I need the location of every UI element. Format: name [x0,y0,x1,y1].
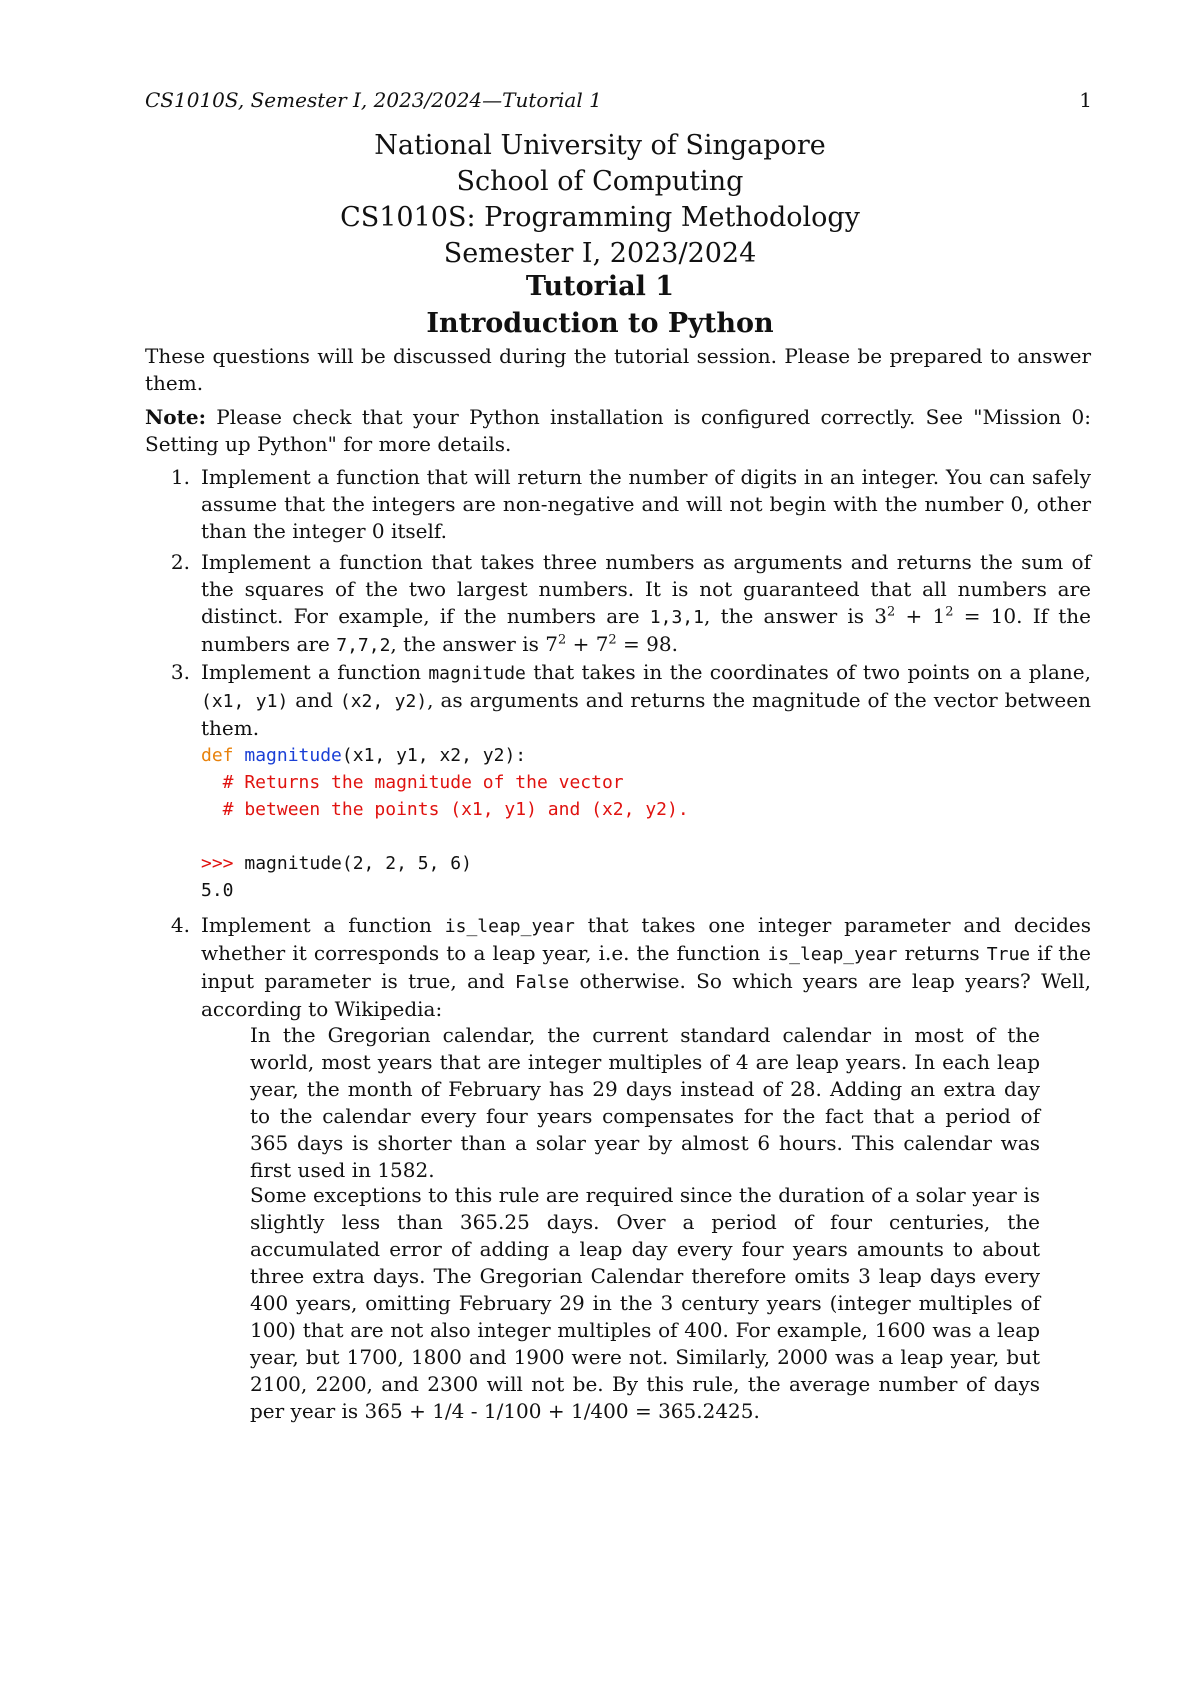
course-name: CS1010S: Programming Methodology [340,202,860,233]
code-prompt: >>> [201,853,234,874]
question-number: 1. [170,465,190,489]
example-numbers-2: 7,7,2 [336,635,391,656]
intro-paragraph: These questions will be discussed during the tutorial session. Please be prepared to answer them. [145,344,1091,395]
wikipedia-quote-1: In the Gregorian calendar, the current standard calendar in most of the world, most years that are integer multiples of 4 are leap years. In each leap year, the month of February has 29 days instead of 28. Adding an extra day to the calendar every four years compensates for the fact that a period of 365 days is shorter than a solar year by almost 6 hours. This calendar was first used in 1582. [250,1023,1040,1182]
page-number: 1 [1079,88,1092,112]
wikipedia-quote-2: Some exceptions to this rule are required since the duration of a solar year is slightly less than 365.25 days. Over a period of four centuries, the accumulated error of adding a leap day every four years amounts to about three extra days. The Gregorian Calendar therefore omits 3 leap days every 400 years, omitting February 29 in the 3 century years (integer multiples of 100) that are not also integer multiples of 400. For example, 1600 was a leap year, but 1700, 1800 and 1900 were not. Similarly, 2000 was a leap year, but 2100, 2200, and 2300 will not be. By this rule, the average number of days per year is 365 + 1/4 - 1/100 + 1/400 = 365.2425. [250,1183,1040,1423]
function-name: is_leap_year [444,916,575,937]
question-text: Implement a function magnitude that takes in the coordinates of two points on a plane, (x1, y1) and (x2, y2), as arguments and returns the magnitude of the vector between them. [201,660,1091,740]
tutorial-subtitle: Introduction to Python [426,308,774,339]
running-header [145,88,1092,116]
question-2 [145,549,1091,659]
question-text: Implement a function that takes three numbers as arguments and returns the sum of the squares of the two largest numbers. It is not guaranteed that all numbers are distinct. For example, if the numbers are 1,3,1, the answer is $3^2 + 1^2 = 10$. If the numbers are 7,7,2, the answer is $7^2 + 7^2 = 98$. [201,550,1091,656]
question-text: Implement a function is_leap_year that takes one integer parameter and decides whether it corresponds to a leap year, i.e. the function is_leap_year returns True if the input parameter is true, and False otherwise. So which years are leap years? Well, according to Wikipedia: [201,913,1091,1021]
tutorial-heading [0,268,1200,342]
title-block [0,128,1200,272]
university-name: National University of Singapore [374,130,826,161]
semester: Semester I, 2023/2024 [443,238,757,269]
question-number: 2. [170,550,190,574]
note-text: Please check that your Python installation is configured correctly. See "Mission 0: Setting up Python" for more details. [145,405,1091,456]
question-number: 3. [170,660,190,684]
code-comment: # Returns the magnitude of the vector [201,772,624,793]
code-block [201,742,689,904]
code-result: 5.0 [201,880,234,901]
tutorial-label: Tutorial 1 [525,271,675,302]
note-label: Note: [145,405,206,429]
code-keyword-def: def [201,745,234,766]
question-3 [145,659,1091,742]
code-call: magnitude(2, 2, 5, 6) [233,853,472,874]
school-name: School of Computing [456,166,744,197]
question-1 [145,464,1091,545]
code-function-name: magnitude [244,745,342,766]
header-course-title: CS1010S, Semester I, 2023/2024—Tutorial 1 [145,88,602,112]
question-number: 4. [170,913,190,937]
example-numbers-1: 1,3,1 [649,607,704,628]
code-params: (x1, y1, x2, y2): [341,745,527,766]
code-comment: # between the points (x1, y1) and (x2, y2). [201,799,689,820]
function-name: magnitude [428,663,526,684]
question-4 [145,912,1091,1023]
question-text: Implement a function that will return the number of digits in an integer. You can safely assume that the integers are non-negative and will not begin with the number 0, other than the integer 0 itself. [201,465,1091,543]
note-paragraph [145,404,1091,458]
